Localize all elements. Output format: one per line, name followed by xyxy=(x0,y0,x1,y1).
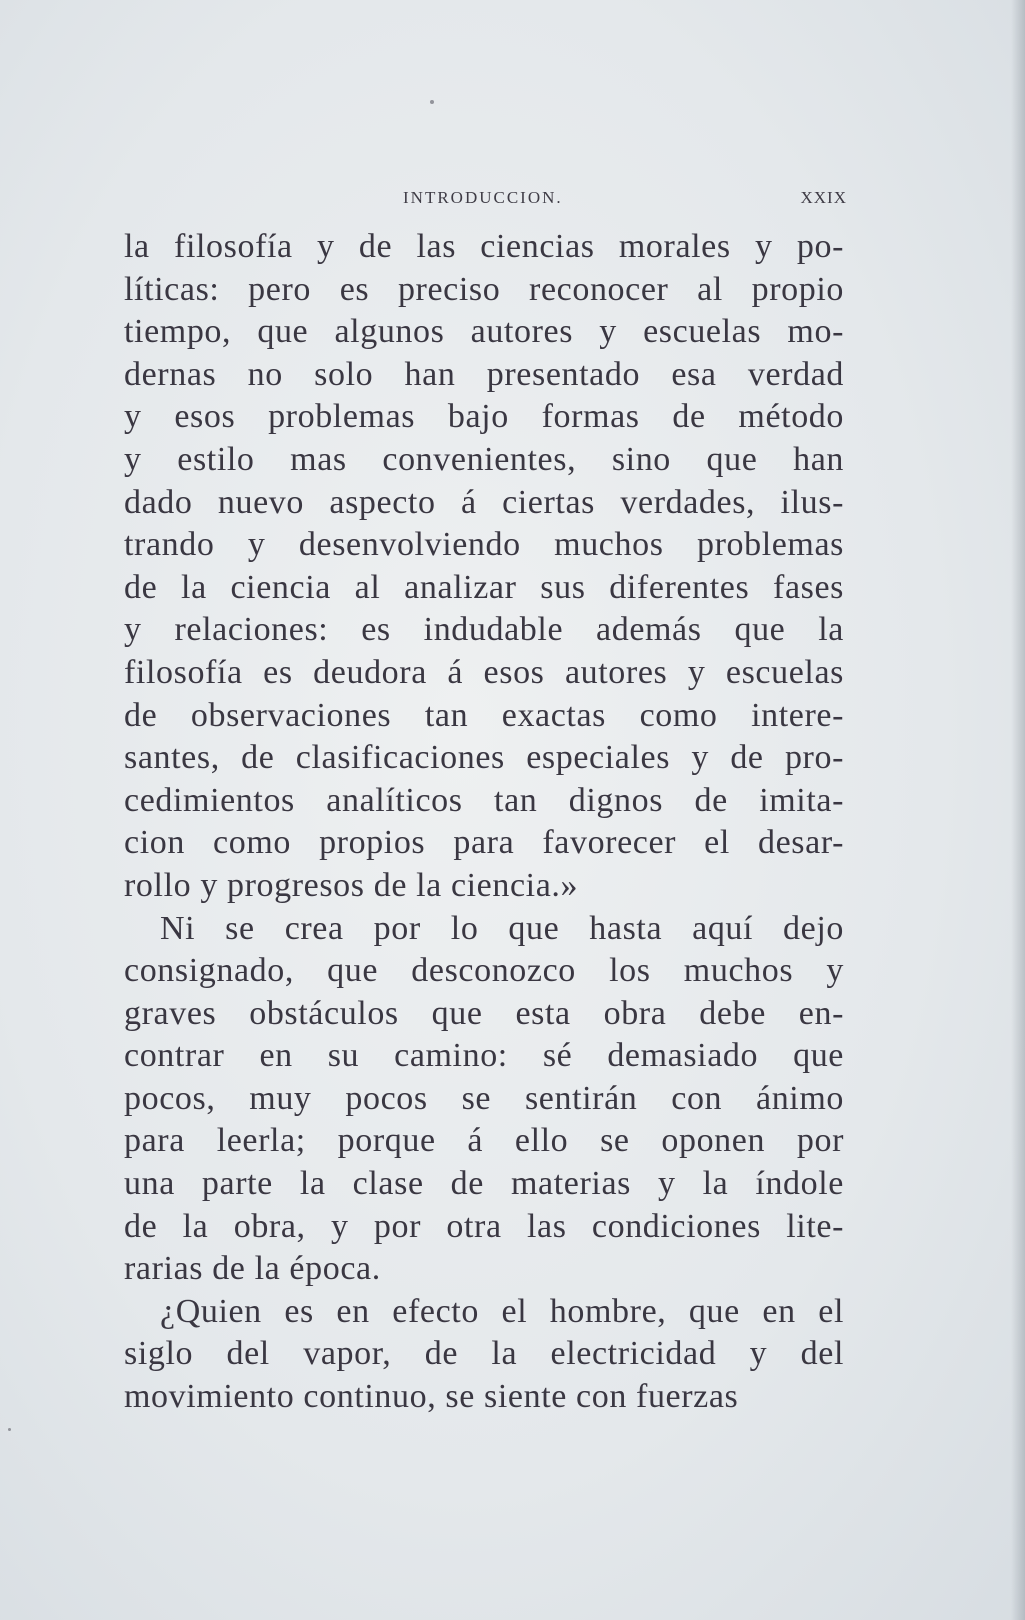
text-line: de observaciones tan exactas como intere- xyxy=(124,696,844,734)
text-line: consignado, que desconozco los muchos y xyxy=(124,952,844,990)
paragraph xyxy=(124,908,844,1291)
page-number: XXIX xyxy=(800,188,847,207)
text-line: cedimientos analíticos tan dignos de imita- xyxy=(124,781,844,819)
text-line: de la ciencia al analizar sus diferentes fases xyxy=(124,568,844,606)
text-line: y esos problemas bajo formas de método xyxy=(124,398,844,436)
text-line: contrar en su camino: sé demasiado que xyxy=(124,1037,844,1075)
text-line: pocos, muy pocos se sentirán con ánimo xyxy=(124,1079,844,1117)
text-line: líticas: pero es preciso reconocer al propio xyxy=(124,270,844,308)
running-head-title: INTRODUCCION. xyxy=(403,188,563,207)
ink-speck xyxy=(430,100,434,104)
text-line: cion como propios para favorecer el desar- xyxy=(124,824,844,862)
text-line: y estilo mas convenientes, sino que han xyxy=(124,440,844,478)
text-line: trando y desenvolviendo muchos problemas xyxy=(124,526,844,564)
text-line: y relaciones: es indudable además que la xyxy=(124,611,844,649)
text-line: movimiento continuo, se siente con fuerzas xyxy=(124,1378,739,1416)
text-line: dado nuevo aspecto á ciertas verdades, ilus- xyxy=(124,483,844,521)
text-line: siglo del vapor, de la electricidad y del xyxy=(124,1335,844,1373)
text-line: la filosofía y de las ciencias morales y po- xyxy=(124,228,844,265)
text-line: santes, de clasificaciones especiales y de pro- xyxy=(124,739,844,777)
text-line: de la obra, y por otra las condiciones lite- xyxy=(124,1207,844,1245)
page-edge-shadow xyxy=(1011,0,1025,1620)
text-line: Ni se crea por lo que hasta aquí dejo xyxy=(160,909,844,947)
text-line: graves obstáculos que esta obra debe en- xyxy=(124,994,844,1032)
text-line: tiempo, que algunos autores y escuelas mo- xyxy=(124,313,844,351)
text-line: ¿Quien es en efecto el hombre, que en el xyxy=(160,1292,844,1330)
text-line: rollo y progresos de la ciencia.» xyxy=(124,866,579,904)
running-head xyxy=(135,182,847,210)
paragraph xyxy=(124,1291,844,1419)
text-line: filosofía es deudora á esos autores y escuelas xyxy=(124,653,844,691)
text-line: dernas no solo han presentado esa verdad xyxy=(124,355,844,393)
text-line: una parte la clase de materias y la índole xyxy=(124,1165,844,1203)
ink-speck xyxy=(8,1428,11,1431)
paragraph xyxy=(124,226,844,908)
text-line: para leerla; porque á ello se oponen por xyxy=(124,1122,844,1160)
body-text xyxy=(124,226,844,1419)
text-line: rarias de la época. xyxy=(124,1250,381,1288)
